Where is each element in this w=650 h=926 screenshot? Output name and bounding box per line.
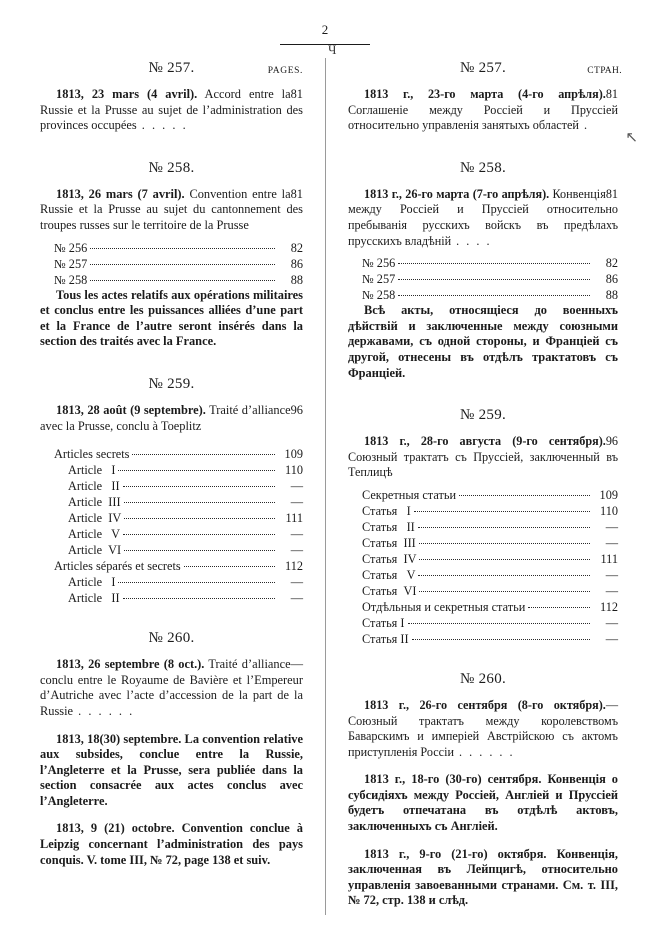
- header-rule: [280, 44, 370, 45]
- leader-dots: [418, 575, 590, 576]
- entry-page: 112: [285, 559, 303, 574]
- entry-label: Статья IV: [362, 551, 417, 566]
- leader-dots: [90, 264, 275, 265]
- leader-dots: [123, 534, 275, 535]
- leader-dots: [124, 502, 275, 503]
- margin-mark-right: ↖: [625, 130, 638, 146]
- list-item: [348, 519, 618, 535]
- entry-page-257-ru: 81: [605, 87, 618, 101]
- section-heading-257-fr: № 257.: [148, 60, 195, 76]
- leader-dots: [118, 582, 275, 583]
- note-258-ru: Всѣ акты, относящіеся до военныхъ дѣйствій и заключенные между союзными державами, съ одной стороны, и Франціей съ другой, отнесены въ отдѣлъ трактатовъ съ Франціей.: [348, 303, 618, 380]
- list-item: [348, 551, 618, 567]
- entry-label: Article II: [68, 591, 120, 606]
- entry-page: —: [605, 567, 618, 582]
- section-heading-258-fr: № 258.: [148, 159, 195, 176]
- leader-dots: [118, 470, 275, 471]
- entry-page-258-ru: 81: [605, 186, 618, 201]
- list-item: [348, 631, 618, 647]
- list-item: [348, 503, 618, 519]
- entry-date-257-ru: 1813 г., 23-го марта (4-го апрѣля).: [364, 87, 606, 101]
- leader-dots: [90, 280, 275, 281]
- pages-label-right: СТРАН.: [587, 66, 622, 76]
- entry-text-257-fr: Accord entre la Russie et la Prusse au sujet de l’administration des provinces occupées: [40, 87, 303, 133]
- entry-label: Article IV: [68, 511, 122, 526]
- leader-dots: [419, 591, 590, 592]
- list-item: [348, 583, 618, 599]
- entry-leaders-257-ru: .: [578, 118, 590, 133]
- entry-label: Articles secrets: [54, 447, 130, 462]
- entry-label: Отдѣльныя и секретныя статьи: [362, 599, 526, 614]
- leader-dots: [184, 566, 275, 567]
- entry-page: —: [605, 631, 618, 646]
- two-column-body: [0, 58, 650, 915]
- list-item: [40, 558, 303, 574]
- list-item: [40, 510, 303, 526]
- entry-page-257-fr: 81: [290, 87, 303, 101]
- note-260-ru-2: 1813 г., 9-го (21-го) октября. Конвенція, заключенная въ Лейпцигѣ, относительно управленія завоеванными странами. См. т. III, № 72, стр. 138 и слѣд.: [348, 846, 618, 908]
- entry-intro-258-ru: [348, 187, 618, 249]
- section-heading-257-ru: № 257.: [459, 60, 507, 76]
- entry-label: Статья II: [362, 519, 415, 534]
- entry-label: Article VI: [68, 543, 122, 558]
- entry-label: Article II: [68, 479, 120, 494]
- entry-text-260-ru: Союзный трактатъ между королевствомъ Баварскимъ и имперіей Австрійскою съ актомъ приступленія Россіи: [348, 713, 618, 759]
- entry-page-258-fr: 81: [290, 186, 303, 201]
- entry-intro-257-ru: [348, 87, 618, 134]
- entry-page-259-fr: 96: [290, 402, 303, 417]
- entry-text-257-ru: Соглашеніе между Россіей и Пруссіей относительно управленія занятыхъ областей: [348, 102, 618, 133]
- entry-label: Статья V: [362, 567, 416, 582]
- margin-mark-left: Ч: [328, 42, 337, 57]
- entry-label: № 256: [54, 240, 88, 255]
- entry-label: Article III: [68, 495, 121, 510]
- entry-date-259-fr: 1813, 28 août (9 septembre).: [56, 402, 206, 417]
- list-item: [40, 240, 303, 256]
- list-item: [40, 272, 303, 288]
- entry-page: —: [290, 575, 303, 590]
- section-heading-258-ru: № 258.: [459, 159, 507, 176]
- pages-label-left: PAGES.: [267, 66, 303, 76]
- entry-text-258-fr: Convention entre la Russie et la Prusse au sujet du cantonnement des troupes russes sur le territoire de la Prusse: [40, 186, 303, 232]
- entry-page: 112: [600, 599, 618, 614]
- entry-page: 111: [285, 511, 303, 526]
- entry-date-260-ru: 1813 г., 26-го сентября (8-го октября).: [364, 697, 606, 712]
- entry-date-260-fr: 1813, 26 septembre (8 oct.).: [56, 657, 205, 672]
- entry-page: —: [605, 615, 618, 630]
- entry-date-258-ru: 1813 г., 26-го марта (7-го апрѣля).: [364, 186, 550, 201]
- list-item: [348, 567, 618, 583]
- entry-label: № 257: [362, 272, 396, 287]
- entry-page: 86: [605, 272, 618, 287]
- leader-dots: [412, 639, 590, 640]
- leader-dots: [419, 543, 590, 544]
- entry-page-259-ru: 96: [605, 434, 618, 449]
- list-item: [40, 494, 303, 510]
- entry-intro-259-ru: [348, 434, 618, 481]
- entry-label: № 257: [54, 256, 88, 271]
- list-item: [40, 462, 303, 478]
- entry-label: № 258: [54, 272, 88, 287]
- entry-date-259-ru: 1813 г., 28-го августа (9-го сентября).: [364, 434, 606, 449]
- entry-page: —: [605, 535, 618, 550]
- entry-page: 88: [290, 272, 303, 287]
- list-item: [348, 287, 618, 303]
- list-item: [40, 478, 303, 494]
- entry-label: Статья II: [362, 631, 409, 646]
- leader-dots: [398, 263, 590, 264]
- entry-label: Article V: [68, 527, 121, 542]
- entry-leaders-260-fr: . . . . . .: [73, 703, 135, 718]
- entry-page: —: [290, 591, 303, 606]
- entry-page: —: [290, 527, 303, 542]
- leader-dots: [132, 454, 275, 455]
- entry-leaders-257-fr: . . . . .: [136, 118, 188, 133]
- entry-page: 111: [600, 551, 618, 566]
- entry-page: —: [605, 519, 618, 534]
- entry-label: Article I: [68, 463, 116, 478]
- entry-page: 109: [599, 487, 618, 502]
- leader-dots: [419, 559, 590, 560]
- entry-label: Статья VI: [362, 583, 417, 598]
- leader-dots: [398, 279, 590, 280]
- list-item: [348, 271, 618, 287]
- leader-dots: [459, 495, 590, 496]
- leader-dots: [414, 511, 590, 512]
- page-number: 2: [321, 22, 329, 37]
- entry-page: 110: [285, 463, 303, 478]
- entry-label: № 256: [362, 256, 396, 271]
- entry-page: —: [290, 495, 303, 510]
- entry-text-258-ru: Конвенція между Россіей и Пруссіей относительно пребыванія русскихъ войскъ въ предѣлахъ прусскихъ владѣній: [348, 186, 618, 248]
- leader-dots: [528, 607, 590, 608]
- entry-label: Статья I: [362, 503, 411, 518]
- section-heading-259-ru: № 259.: [459, 407, 507, 424]
- list-item: [40, 526, 303, 542]
- entry-date-258-fr: 1813, 26 mars (7 avril).: [56, 186, 185, 201]
- entry-label: Articles séparés et secrets: [54, 559, 181, 574]
- leader-dots: [123, 486, 275, 487]
- entry-page: 82: [605, 256, 618, 271]
- entry-intro-259-fr: [40, 403, 303, 434]
- entry-intro-260-ru: [348, 698, 618, 760]
- leader-dots: [90, 248, 275, 249]
- list-item: [348, 487, 618, 503]
- list-item: [348, 615, 618, 631]
- note-260-fr-2: 1813, 9 (21) octobre. Convention conclue à Leipzig concernant l’administration des pays conquis. V. tome III, № 72, page 138 et suiv.: [40, 821, 303, 867]
- entry-page: —: [605, 583, 618, 598]
- section-heading-260-ru: № 260.: [459, 670, 507, 687]
- note-260-fr-1: 1813, 18(30) septembre. La convention relative aux subsides, conclue entre la Russie, l’Angleterre et la Prusse, sera publiée dans la section consacrée aux actes conclus avec l’Angleterre.: [40, 731, 303, 808]
- entry-text-259-fr: Traité d’alliance avec la Prusse, conclu à Toeplitz: [40, 402, 291, 433]
- entry-leaders-258-ru: . . . .: [451, 233, 492, 248]
- leader-dots: [398, 295, 590, 296]
- leader-dots: [408, 623, 590, 624]
- entry-text-259-ru: Союзный трактатъ съ Пруссіей, заключенный въ Теплицѣ: [348, 449, 618, 480]
- section-heading-260-fr: № 260.: [148, 630, 195, 647]
- leader-dots: [123, 598, 275, 599]
- leader-dots: [124, 518, 275, 519]
- entry-page: 82: [290, 240, 303, 255]
- entry-page: 88: [605, 288, 618, 303]
- entry-page-260-ru: —: [605, 697, 618, 712]
- entry-page: 86: [290, 256, 303, 271]
- entry-page: 110: [600, 503, 618, 518]
- list-item: [40, 542, 303, 558]
- list-item: [348, 599, 618, 615]
- entry-label: № 258: [362, 288, 396, 303]
- leader-dots: [124, 550, 275, 551]
- entry-label: Секретныя статьи: [362, 487, 457, 502]
- entry-label: Статья III: [362, 535, 416, 550]
- entry-intro-257-fr: [40, 87, 303, 134]
- list-item: [40, 446, 303, 462]
- entry-intro-260-fr: [40, 657, 303, 719]
- note-258-fr: Tous les actes relatifs aux opérations militaires et conclus entre les puissances alliées d’une part et la France de l’autre seront insérés dans la section des traités avec la France.: [40, 287, 303, 349]
- list-item: [348, 535, 618, 551]
- entry-text-260-fr: Traité d’alliance conclu entre le Royaume de Bavière et l’Empereur d’Autriche avec l’acte d’accession de la part de la Russie: [40, 657, 303, 718]
- column-french: [0, 58, 325, 915]
- entry-intro-258-fr: [40, 187, 303, 234]
- section-heading-259-fr: № 259.: [148, 375, 195, 392]
- column-russian: [325, 58, 650, 915]
- list-item: [40, 256, 303, 272]
- entry-page: 109: [284, 447, 303, 462]
- entry-page: —: [290, 543, 303, 558]
- leader-dots: [418, 527, 590, 528]
- entry-date-257-fr: 1813, 23 mars (4 avril).: [56, 87, 198, 101]
- note-260-ru-1: 1813 г., 18-го (30-го) сентября. Конвенція о субсидіяхъ между Россіей, Англіей и Пруссіей будетъ отпечатана въ отдѣлѣ актовъ, заключенныхъ съ Англіей.: [348, 772, 618, 834]
- list-item: [40, 590, 303, 606]
- entry-label: Article I: [68, 575, 116, 590]
- entry-label: Статья I: [362, 615, 405, 630]
- list-item: [40, 574, 303, 590]
- entry-page: —: [290, 479, 303, 494]
- entry-leaders-260-ru: . . . . . .: [453, 744, 515, 759]
- entry-page-260-fr: —: [290, 657, 303, 672]
- list-item: [348, 255, 618, 271]
